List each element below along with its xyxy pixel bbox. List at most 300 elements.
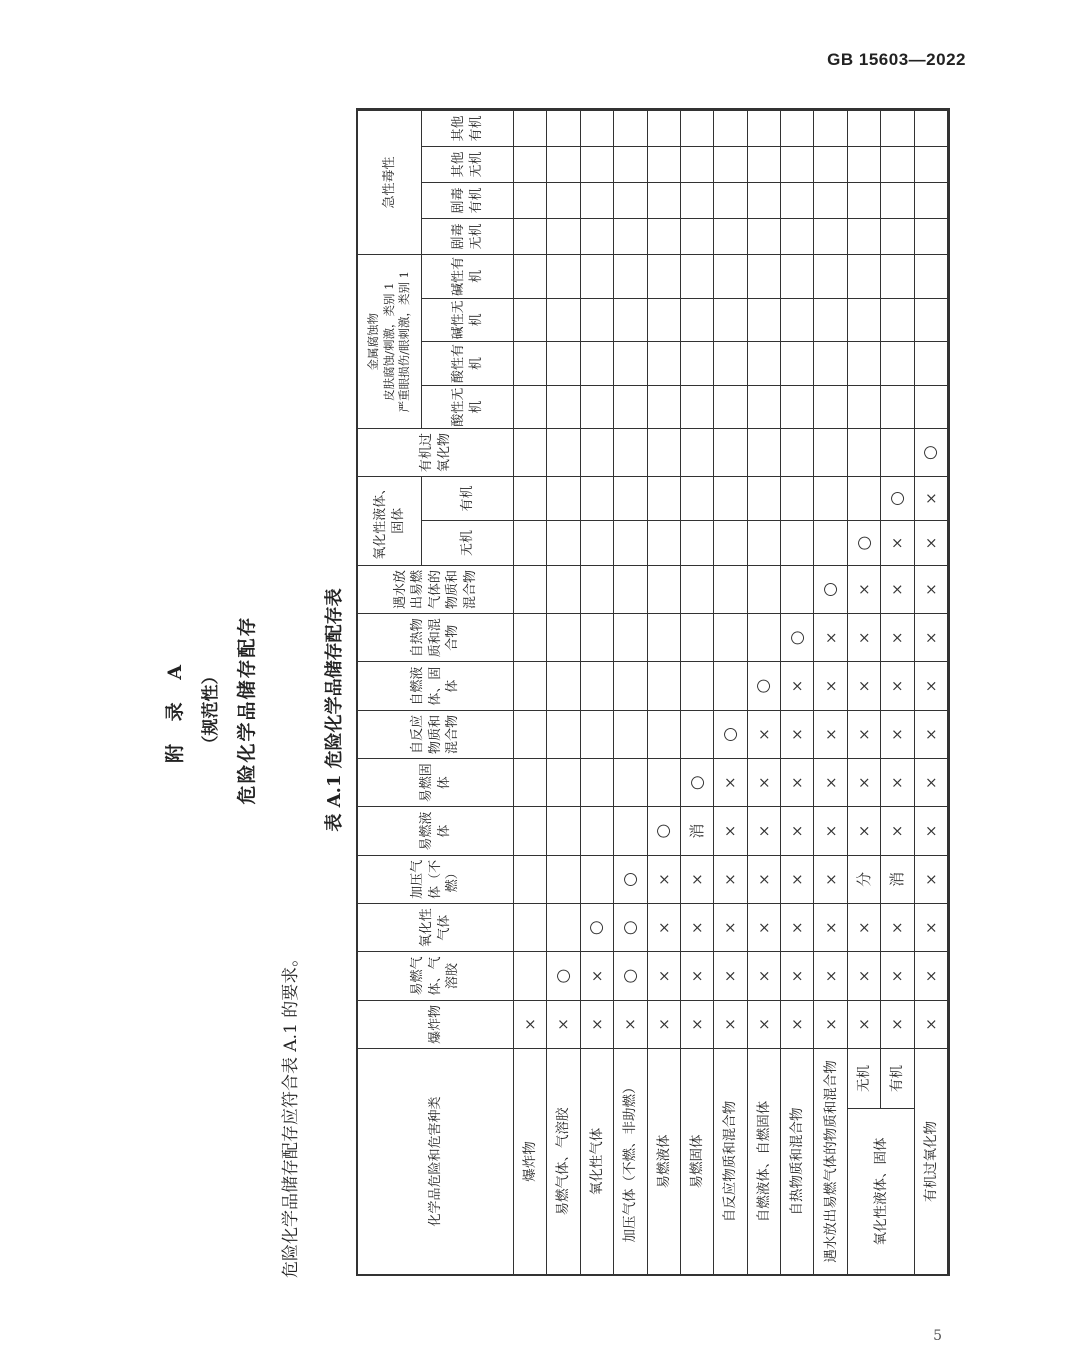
table-cell: × <box>881 758 914 806</box>
table-cell <box>881 341 914 385</box>
table-cell: × <box>781 903 814 951</box>
table-cell <box>581 254 614 298</box>
table-cell <box>581 218 614 254</box>
table-cell: × <box>614 1000 647 1048</box>
table-cell <box>547 218 580 254</box>
table-cell <box>581 146 614 182</box>
row-label: 易燃固体 <box>681 1048 714 1274</box>
table-cell <box>681 218 714 254</box>
table-cell <box>681 710 714 758</box>
row-label: 无机 <box>848 1048 881 1108</box>
table-cell <box>614 182 647 218</box>
table-corner-header: 化学品危险和危害种类 <box>358 1048 514 1274</box>
table-cell <box>714 613 747 661</box>
table-cell <box>748 182 781 218</box>
column-header: 易燃液体 <box>358 806 514 854</box>
table-cell: × <box>848 613 881 661</box>
table-cell <box>581 520 614 565</box>
table-cell: × <box>714 758 747 806</box>
table-cell: ○ <box>581 903 614 951</box>
table-cell: × <box>681 855 714 903</box>
appendix-kind: （规范性） <box>201 667 221 753</box>
table-cell: × <box>814 806 847 854</box>
table-cell <box>781 385 814 429</box>
table-cell: × <box>848 758 881 806</box>
column-header: 酸性有机 <box>422 341 514 385</box>
table-cell: ○ <box>614 903 647 951</box>
table-cell: × <box>881 710 914 758</box>
table-cell: 分 <box>848 855 881 903</box>
table-cell: × <box>915 476 948 521</box>
table-cell <box>514 951 547 999</box>
table-cell <box>614 254 647 298</box>
table-cell <box>881 182 914 218</box>
table-cell: × <box>581 951 614 999</box>
table-cell <box>881 146 914 182</box>
table-cell: × <box>814 1000 847 1048</box>
column-header: 碱性无机 <box>422 298 514 342</box>
table-cell <box>714 661 747 709</box>
table-cell <box>915 182 948 218</box>
table-cell <box>581 855 614 903</box>
table-cell <box>547 476 580 521</box>
table-cell <box>748 218 781 254</box>
table-cell: × <box>881 1000 914 1048</box>
table-cell <box>581 298 614 342</box>
column-group-header: 急性毒性 <box>358 110 422 254</box>
column-header: 无机 <box>422 520 514 565</box>
row-label: 易燃液体 <box>648 1048 681 1274</box>
table-cell <box>581 428 614 475</box>
table-cell <box>648 385 681 429</box>
table-cell <box>581 565 614 613</box>
column-header: 剧毒有机 <box>422 182 514 218</box>
table-cell: × <box>915 520 948 565</box>
table-cell <box>547 146 580 182</box>
table-cell <box>581 182 614 218</box>
intro-paragraph: 危险化学品储存配存应符合表 A.1 的要求。 <box>281 949 301 1278</box>
table-cell: × <box>681 1000 714 1048</box>
column-group-header: 氧化性液体、固体 <box>358 476 422 565</box>
table-cell <box>614 520 647 565</box>
table-cell: × <box>547 1000 580 1048</box>
table-cell <box>781 182 814 218</box>
table-cell: ○ <box>714 710 747 758</box>
table-cell <box>848 428 881 475</box>
table-cell <box>581 385 614 429</box>
table-cell <box>547 903 580 951</box>
table-cell <box>814 110 847 146</box>
table-cell <box>714 565 747 613</box>
table-cell <box>915 254 948 298</box>
storage-compatibility-table <box>356 108 950 1276</box>
table-cell: × <box>814 758 847 806</box>
table-cell: ○ <box>614 855 647 903</box>
table-cell <box>681 385 714 429</box>
table-cell: × <box>781 951 814 999</box>
table-cell: × <box>681 903 714 951</box>
table-cell <box>547 661 580 709</box>
table-cell <box>848 182 881 218</box>
table-cell: 消 <box>681 806 714 854</box>
row-label: 易燃气体、气溶胶 <box>547 1048 580 1274</box>
table-cell <box>848 218 881 254</box>
table-cell: × <box>848 951 881 999</box>
table-cell <box>648 476 681 521</box>
table-cell <box>648 110 681 146</box>
standard-number: GB 15603—2022 <box>827 50 966 69</box>
table-cell <box>614 806 647 854</box>
table-cell <box>514 855 547 903</box>
table-cell: × <box>915 903 948 951</box>
table-cell <box>681 254 714 298</box>
table-cell: × <box>714 855 747 903</box>
table-cell <box>514 254 547 298</box>
table-cell <box>514 613 547 661</box>
table-cell <box>648 341 681 385</box>
table-cell <box>748 613 781 661</box>
table-cell <box>614 476 647 521</box>
table-cell <box>681 182 714 218</box>
table-cell <box>814 146 847 182</box>
table-cell <box>881 110 914 146</box>
table-cell <box>781 146 814 182</box>
table-cell <box>748 254 781 298</box>
table-cell <box>681 298 714 342</box>
table-cell <box>714 146 747 182</box>
table-cell <box>848 341 881 385</box>
table-cell <box>681 110 714 146</box>
table-cell <box>915 341 948 385</box>
column-header: 爆炸物 <box>358 1000 514 1048</box>
table-cell <box>781 254 814 298</box>
table-cell <box>714 110 747 146</box>
table-cell: ○ <box>881 476 914 521</box>
table-cell: × <box>714 903 747 951</box>
table-cell: × <box>814 951 847 999</box>
table-cell <box>681 341 714 385</box>
table-cell: × <box>848 1000 881 1048</box>
table-cell <box>514 758 547 806</box>
table-cell <box>648 565 681 613</box>
table-cell: × <box>748 855 781 903</box>
table-cell <box>614 565 647 613</box>
table-cell <box>514 385 547 429</box>
table-cell <box>614 341 647 385</box>
table-cell: × <box>915 710 948 758</box>
table-cell <box>547 254 580 298</box>
table-cell <box>547 758 580 806</box>
table-cell <box>648 758 681 806</box>
table-cell: × <box>881 565 914 613</box>
table-cell: × <box>814 903 847 951</box>
table-cell: ○ <box>681 758 714 806</box>
table-cell <box>781 298 814 342</box>
table-cell: × <box>748 903 781 951</box>
table-cell <box>614 298 647 342</box>
table-cell: × <box>814 613 847 661</box>
table-cell <box>681 146 714 182</box>
table-cell: × <box>781 661 814 709</box>
column-header: 易燃固体 <box>358 758 514 806</box>
table-cell <box>547 520 580 565</box>
table-cell <box>514 476 547 521</box>
table-cell: × <box>915 661 948 709</box>
table-cell <box>814 428 847 475</box>
table-cell <box>514 903 547 951</box>
table-cell <box>547 385 580 429</box>
table-cell: × <box>915 613 948 661</box>
table-cell <box>748 385 781 429</box>
column-header: 氧化性气体 <box>358 903 514 951</box>
table-cell <box>514 806 547 854</box>
column-header: 碱性有机 <box>422 254 514 298</box>
table-cell <box>648 661 681 709</box>
table-cell: × <box>848 903 881 951</box>
table-cell <box>915 218 948 254</box>
table-cell <box>514 661 547 709</box>
table-cell <box>547 613 580 661</box>
table-cell <box>547 298 580 342</box>
table-cell <box>614 613 647 661</box>
row-group-label: 氧化性液体、固体 <box>848 1108 915 1274</box>
table-cell <box>781 565 814 613</box>
column-header: 易燃气体、气溶胶 <box>358 951 514 999</box>
row-label: 有机过氧化物 <box>915 1048 948 1274</box>
table-cell <box>848 146 881 182</box>
table-cell <box>781 520 814 565</box>
table-cell: × <box>915 855 948 903</box>
table-cell <box>915 298 948 342</box>
table-cell: ○ <box>814 565 847 613</box>
table-cell <box>547 855 580 903</box>
column-header: 自燃液体、固体 <box>358 661 514 709</box>
table-cell <box>581 341 614 385</box>
table-cell <box>514 110 547 146</box>
table-cell <box>648 218 681 254</box>
table-cell: × <box>848 806 881 854</box>
table-cell <box>814 341 847 385</box>
table-cell <box>547 110 580 146</box>
row-label: 氧化性气体 <box>581 1048 614 1274</box>
table-cell: × <box>781 1000 814 1048</box>
table-cell <box>681 428 714 475</box>
table-cell <box>581 710 614 758</box>
table-cell: ○ <box>648 806 681 854</box>
table-cell <box>748 476 781 521</box>
row-label: 自燃液体、自燃固体 <box>748 1048 781 1274</box>
table-cell: × <box>748 758 781 806</box>
table-caption: 表 A.1 危险化学品储存配存表 <box>324 588 345 832</box>
table-cell <box>614 146 647 182</box>
table-cell <box>547 806 580 854</box>
table-cell: × <box>814 710 847 758</box>
table-cell <box>781 341 814 385</box>
table-cell <box>547 565 580 613</box>
table-cell: × <box>881 661 914 709</box>
table-cell <box>514 565 547 613</box>
table-cell <box>681 476 714 521</box>
table-cell: × <box>748 806 781 854</box>
table-cell <box>781 428 814 475</box>
table-cell: × <box>881 951 914 999</box>
table-cell: ○ <box>848 520 881 565</box>
row-label: 加压气体（不燃、非助燃） <box>614 1048 647 1274</box>
table-cell <box>814 476 847 521</box>
table-cell: × <box>648 951 681 999</box>
table-cell <box>648 613 681 661</box>
table-cell: × <box>714 1000 747 1048</box>
column-header: 有机过氧化物 <box>358 428 514 475</box>
column-header: 酸性无机 <box>422 385 514 429</box>
table-cell: × <box>915 565 948 613</box>
table-cell <box>648 254 681 298</box>
column-header: 自反应物质和混合物 <box>358 710 514 758</box>
column-header: 其他有机 <box>422 110 514 146</box>
column-group-header: 金属腐蚀物 皮肤腐蚀/刺激，类别 1 严重眼损伤/眼刺激，类别 1 <box>358 254 422 428</box>
table-cell <box>648 146 681 182</box>
table-cell: × <box>915 806 948 854</box>
table-cell <box>814 385 847 429</box>
table-cell <box>514 218 547 254</box>
table-cell: × <box>648 903 681 951</box>
table-cell <box>614 661 647 709</box>
table-cell <box>514 520 547 565</box>
table-cell <box>614 110 647 146</box>
column-header: 剧毒无机 <box>422 218 514 254</box>
table-cell <box>748 341 781 385</box>
table-cell <box>915 385 948 429</box>
table-cell <box>714 298 747 342</box>
row-label: 自热物质和混合物 <box>781 1048 814 1274</box>
row-label: 自反应物质和混合物 <box>714 1048 747 1274</box>
table-cell: × <box>714 951 747 999</box>
table-cell <box>781 110 814 146</box>
table-cell <box>714 428 747 475</box>
table-cell <box>547 428 580 475</box>
table-cell <box>514 146 547 182</box>
table-cell: × <box>581 1000 614 1048</box>
table-cell <box>714 341 747 385</box>
table-cell: × <box>781 806 814 854</box>
table-cell <box>581 758 614 806</box>
table-cell: × <box>848 565 881 613</box>
table-cell: × <box>781 710 814 758</box>
table-cell: × <box>514 1000 547 1048</box>
table-cell: × <box>714 806 747 854</box>
table-cell <box>748 110 781 146</box>
table-cell <box>614 218 647 254</box>
table-cell <box>881 298 914 342</box>
table-cell <box>881 385 914 429</box>
table-cell: × <box>748 951 781 999</box>
table-cell: × <box>881 806 914 854</box>
table-cell <box>848 110 881 146</box>
table-cell <box>714 520 747 565</box>
table-cell <box>748 565 781 613</box>
table-cell <box>614 710 647 758</box>
appendix-title: 附 录 A <box>164 657 186 763</box>
table-cell <box>814 520 847 565</box>
row-label: 有机 <box>881 1048 914 1108</box>
table-cell <box>814 298 847 342</box>
table-cell <box>714 385 747 429</box>
table-cell <box>748 428 781 475</box>
table-cell: × <box>781 855 814 903</box>
table-cell <box>581 110 614 146</box>
table-cell <box>648 710 681 758</box>
table-cell: × <box>881 613 914 661</box>
table-cell <box>748 298 781 342</box>
table-cell <box>581 806 614 854</box>
table-cell <box>915 110 948 146</box>
table-cell <box>681 520 714 565</box>
table-cell <box>648 182 681 218</box>
table-cell <box>881 218 914 254</box>
table-cell <box>848 385 881 429</box>
table-cell: ○ <box>915 428 948 475</box>
table-cell <box>648 520 681 565</box>
table-cell <box>514 298 547 342</box>
column-header: 遇水放出易燃气体的物质和混合物 <box>358 565 514 613</box>
table-cell <box>781 218 814 254</box>
table-cell: × <box>781 758 814 806</box>
rotated-page-content <box>160 100 970 1320</box>
table-cell <box>848 298 881 342</box>
table-cell: 消 <box>881 855 914 903</box>
table-cell <box>514 710 547 758</box>
table-cell <box>614 758 647 806</box>
table-cell: × <box>915 951 948 999</box>
table-cell <box>614 385 647 429</box>
table-cell <box>814 218 847 254</box>
table-cell <box>581 661 614 709</box>
table-cell <box>514 341 547 385</box>
table-cell: ○ <box>614 951 647 999</box>
table-cell: × <box>881 520 914 565</box>
table-cell <box>514 428 547 475</box>
column-header: 其他无机 <box>422 146 514 182</box>
table-cell <box>714 476 747 521</box>
column-header: 自热物质和混合物 <box>358 613 514 661</box>
table-cell: × <box>915 1000 948 1048</box>
table-cell: × <box>848 710 881 758</box>
table-cell <box>814 254 847 298</box>
table-cell <box>681 661 714 709</box>
column-header: 加压气体（不燃） <box>358 855 514 903</box>
table-cell: × <box>848 661 881 709</box>
table-cell <box>714 218 747 254</box>
table-cell <box>581 476 614 521</box>
table-cell <box>714 254 747 298</box>
row-label: 爆炸物 <box>514 1048 547 1274</box>
table-cell <box>681 613 714 661</box>
table-cell: × <box>881 903 914 951</box>
table-cell <box>514 182 547 218</box>
table-cell <box>748 146 781 182</box>
table-cell: × <box>748 710 781 758</box>
row-label: 遇水放出易燃气体的物质和混合物 <box>814 1048 847 1274</box>
table-cell: × <box>681 951 714 999</box>
table-cell <box>748 520 781 565</box>
appendix-heading: 危险化学品储存配存 <box>236 615 258 805</box>
table-cell <box>848 476 881 521</box>
table-cell: × <box>814 855 847 903</box>
table-cell <box>547 710 580 758</box>
table-cell: × <box>748 1000 781 1048</box>
table-cell <box>881 254 914 298</box>
table-cell <box>648 298 681 342</box>
